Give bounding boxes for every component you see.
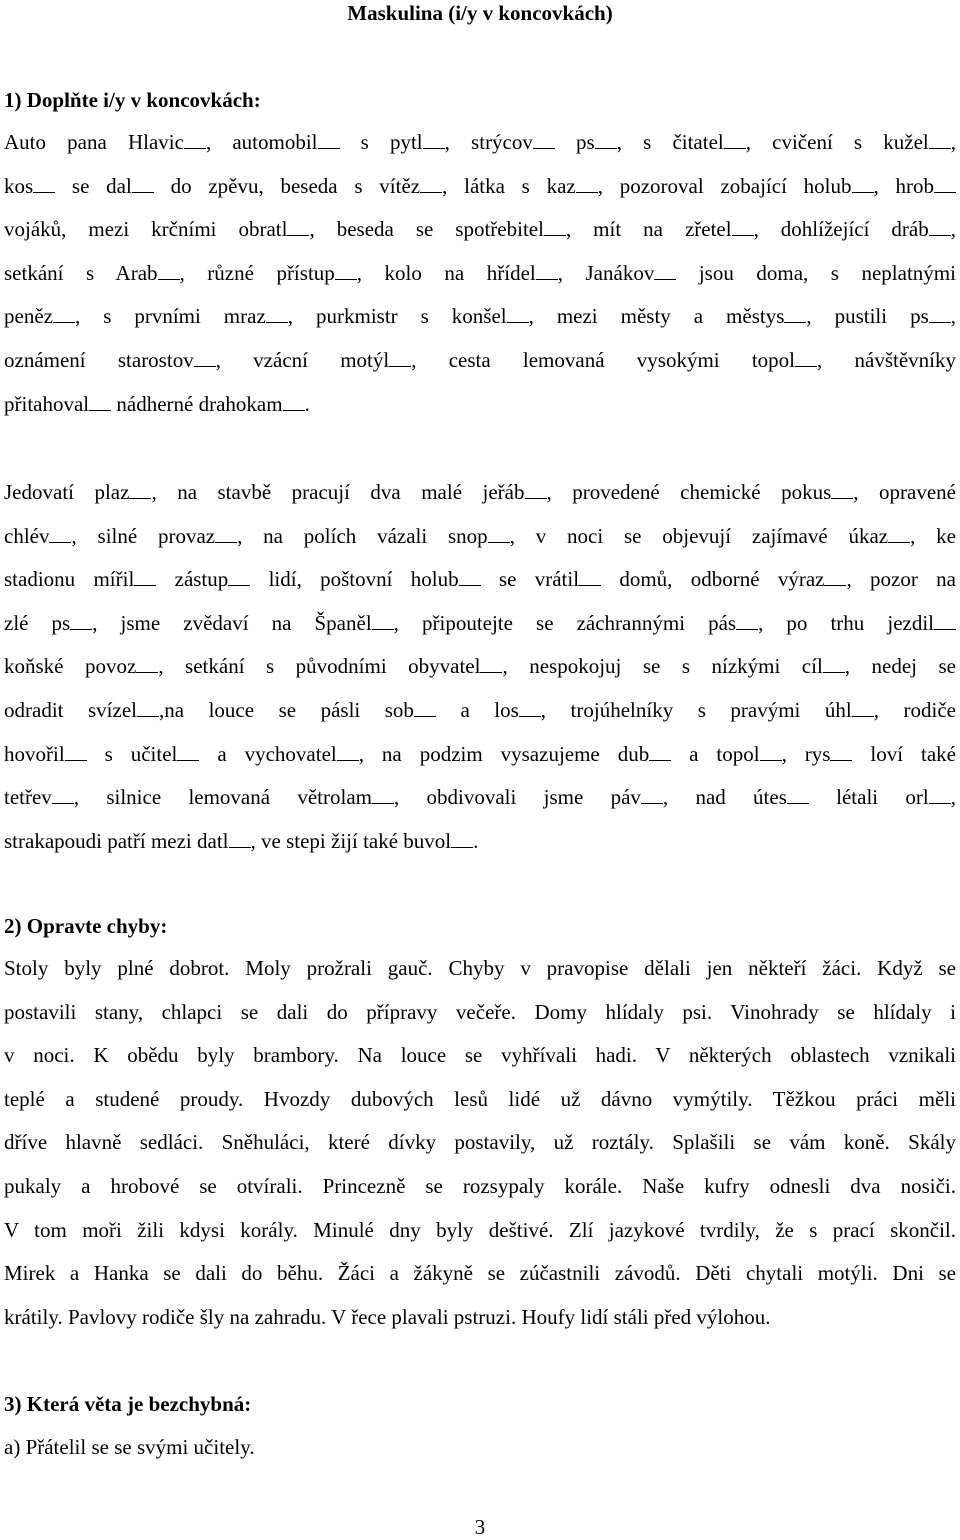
fill-blank[interactable]: [459, 566, 481, 586]
correction-line: V tom moři žili kdysi korály. Minulé dny byly deštivé. Zlí jazykové tvrdily, že s prací skončil.: [4, 1217, 956, 1242]
correction-line: krátily. Pavlovy rodiče šly na zahradu. V řece plavali pstruzi. Houfy lidí stáli před výlohou.: [4, 1304, 771, 1329]
fill-blank[interactable]: [372, 610, 394, 630]
fill-blank[interactable]: [576, 173, 598, 193]
correction-line: Stoly byly plné dobrot. Moly prožrali gauč. Chyby v pravopise dělali jen někteří žáci. Když se: [4, 956, 956, 980]
fill-blank[interactable]: [134, 566, 156, 586]
fill-blank[interactable]: [414, 697, 436, 717]
fill-blank[interactable]: [65, 741, 87, 761]
section3-heading: 3) Která věta je bezchybná:: [4, 1392, 252, 1416]
section1-heading: 1) Doplňte i/y v koncovkách:: [4, 88, 261, 112]
fill-blank[interactable]: [49, 523, 71, 543]
fill-blank[interactable]: [136, 653, 158, 673]
fill-blank[interactable]: [89, 391, 111, 411]
exercise-a-line: kos se dal do zpěvu, beseda s vítěz , látka s kaz , pozoroval zobající holub , hrob: [4, 173, 956, 217]
fill-blank[interactable]: [229, 828, 251, 848]
fill-blank[interactable]: [423, 129, 445, 149]
correction-line: v noci. K obědu byly brambory. Na louce se vyhřívali hadi. V některých oblastech vznikali: [4, 1043, 956, 1068]
fill-blank[interactable]: [158, 260, 180, 280]
fill-blank[interactable]: [831, 479, 853, 499]
fill-blank[interactable]: [852, 173, 874, 193]
fill-blank[interactable]: [934, 610, 956, 630]
fill-blank[interactable]: [129, 479, 151, 499]
exercise-b-line: zlé ps , jsme zvědaví na Španěl , připoutejte se záchrannými pás , po trhu jezdil: [4, 610, 956, 654]
fill-blank[interactable]: [724, 129, 746, 149]
fill-blank[interactable]: [177, 741, 199, 761]
fill-blank[interactable]: [787, 784, 809, 804]
fill-blank[interactable]: [536, 260, 558, 280]
fill-blank[interactable]: [519, 697, 541, 717]
fill-blank[interactable]: [70, 610, 92, 630]
fill-blank[interactable]: [929, 303, 951, 323]
fill-blank[interactable]: [184, 129, 206, 149]
fill-blank[interactable]: [830, 741, 852, 761]
fill-blank[interactable]: [579, 566, 601, 586]
fill-blank[interactable]: [507, 303, 529, 323]
fill-blank[interactable]: [929, 784, 951, 804]
fill-blank[interactable]: [451, 828, 473, 848]
section1-exercise-b: [4, 479, 956, 871]
fill-blank[interactable]: [318, 129, 340, 149]
correction-line: Mirek a Hanka se dali do běhu. Žáci a žákyně se zúčastnili závodů. Děti chytali motýli. Dni se: [4, 1261, 956, 1286]
fill-blank[interactable]: [544, 216, 566, 236]
exercise-b-line: stadionu mířil zástup lidí, poštovní holub se vrátil domů, odborné výraz , pozor na: [4, 567, 956, 592]
exercise-a-line: vojáků, mezi krčními obratl , beseda se spotřebitel , mít na zřetel , dohlížející dráb ,: [4, 217, 956, 242]
fill-blank[interactable]: [389, 347, 411, 367]
exercise-a-line: oznámení starostov , vzácní motýl , cesta lemovaná vysokými topol , návštěvníky: [4, 347, 956, 372]
fill-blank[interactable]: [533, 129, 555, 149]
fill-blank[interactable]: [888, 523, 910, 543]
section3-option-a: a) Přátelil se se svými učitely.: [4, 1435, 255, 1459]
section2-sentences: [4, 955, 956, 1347]
fill-blank[interactable]: [784, 303, 806, 323]
fill-blank[interactable]: [736, 610, 758, 630]
fill-blank[interactable]: [337, 741, 359, 761]
correction-line: postavili stany, chlapci se dali do přípravy večeře. Domy hlídaly psi. Vinohrady se hlídaly i: [4, 999, 956, 1024]
fill-blank[interactable]: [335, 260, 357, 280]
correction-line: pukaly a hrobové se otvírali. Princezně se rozsypaly korále. Naše kufry odnesli dva nosiči.: [4, 1173, 956, 1198]
fill-blank[interactable]: [215, 523, 237, 543]
fill-blank[interactable]: [525, 479, 547, 499]
fill-blank[interactable]: [266, 303, 288, 323]
fill-blank[interactable]: [852, 697, 874, 717]
exercise-a-line: setkání s Arab , různé přístup , kolo na hřídel , Janákov jsou doma, s neplatnými: [4, 260, 956, 285]
fill-blank[interactable]: [795, 347, 817, 367]
fill-blank[interactable]: [228, 566, 250, 586]
fill-blank[interactable]: [824, 566, 846, 586]
fill-blank[interactable]: [287, 216, 309, 236]
fill-blank[interactable]: [420, 173, 442, 193]
fill-blank[interactable]: [488, 523, 510, 543]
correction-line: dříve hlavně sedláci. Sněhuláci, které dívky postavily, už roztály. Splašili se vám koně. Skály: [4, 1130, 956, 1155]
exercise-b-line: koňské povoz , setkání s původními obyvatel , nespokojuj se s nízkými cíl , nedej se: [4, 654, 956, 679]
exercise-b-line: odradit svízel ,na louce se pásli sob a los , trojúhelníky s pravými úhl , rodiče: [4, 697, 956, 722]
exercise-a-line: přitahoval nádherné drahokam .: [4, 391, 310, 416]
fill-blank[interactable]: [649, 741, 671, 761]
fill-blank[interactable]: [52, 784, 74, 804]
page-title: Maskulina (i/y v koncovkách): [347, 1, 613, 25]
fill-blank[interactable]: [33, 173, 55, 193]
section2-heading: 2) Opravte chyby:: [4, 914, 168, 938]
fill-blank[interactable]: [641, 784, 663, 804]
exercise-a-line: peněz , s prvními mraz , purkmistr s konšel , mezi městy a městys , pustili ps ,: [4, 304, 956, 329]
fill-blank[interactable]: [760, 741, 782, 761]
fill-blank[interactable]: [732, 216, 754, 236]
exercise-b-line: hovořil s učitel a vychovatel , na podzim vysazujeme dub a topol , rys loví také: [4, 741, 957, 766]
fill-blank[interactable]: [137, 697, 159, 717]
page-number: 3: [474, 1515, 486, 1539]
fill-blank[interactable]: [595, 129, 617, 149]
fill-blank[interactable]: [194, 347, 216, 367]
fill-blank[interactable]: [929, 216, 951, 236]
exercise-b-line: strakapoudi patří mezi datl , ve stepi žijí také buvol .: [4, 828, 479, 853]
fill-blank[interactable]: [372, 784, 394, 804]
fill-blank[interactable]: [283, 391, 305, 411]
exercise-b-line: tetřev , silnice lemovaná větrolam , obdivovali jsme páv , nad útes létali orl ,: [4, 785, 956, 810]
fill-blank[interactable]: [823, 653, 845, 673]
correction-line: teplé a studené proudy. Hvozdy dubových lesů lidé už dávno vymýtily. Těžkou práci měli: [4, 1086, 956, 1111]
fill-blank[interactable]: [132, 173, 154, 193]
exercise-b-line: chlév , silné provaz , na polích vázali snop , v noci se objevují zajímavé úkaz , ke: [4, 523, 956, 548]
fill-blank[interactable]: [53, 303, 75, 323]
fill-blank[interactable]: [654, 260, 676, 280]
fill-blank[interactable]: [929, 129, 951, 149]
section1-exercise-a: [4, 129, 956, 434]
exercise-a-line: Auto pana Hlavic , automobil s pytl , strýcov ps , s čitatel , cvičení s kužel ,: [4, 130, 956, 154]
exercise-b-line: Jedovatí plaz , na stavbě pracují dva malé jeřáb , provedené chemické pokus , opravené: [4, 480, 956, 504]
fill-blank[interactable]: [480, 653, 502, 673]
fill-blank[interactable]: [934, 173, 956, 193]
